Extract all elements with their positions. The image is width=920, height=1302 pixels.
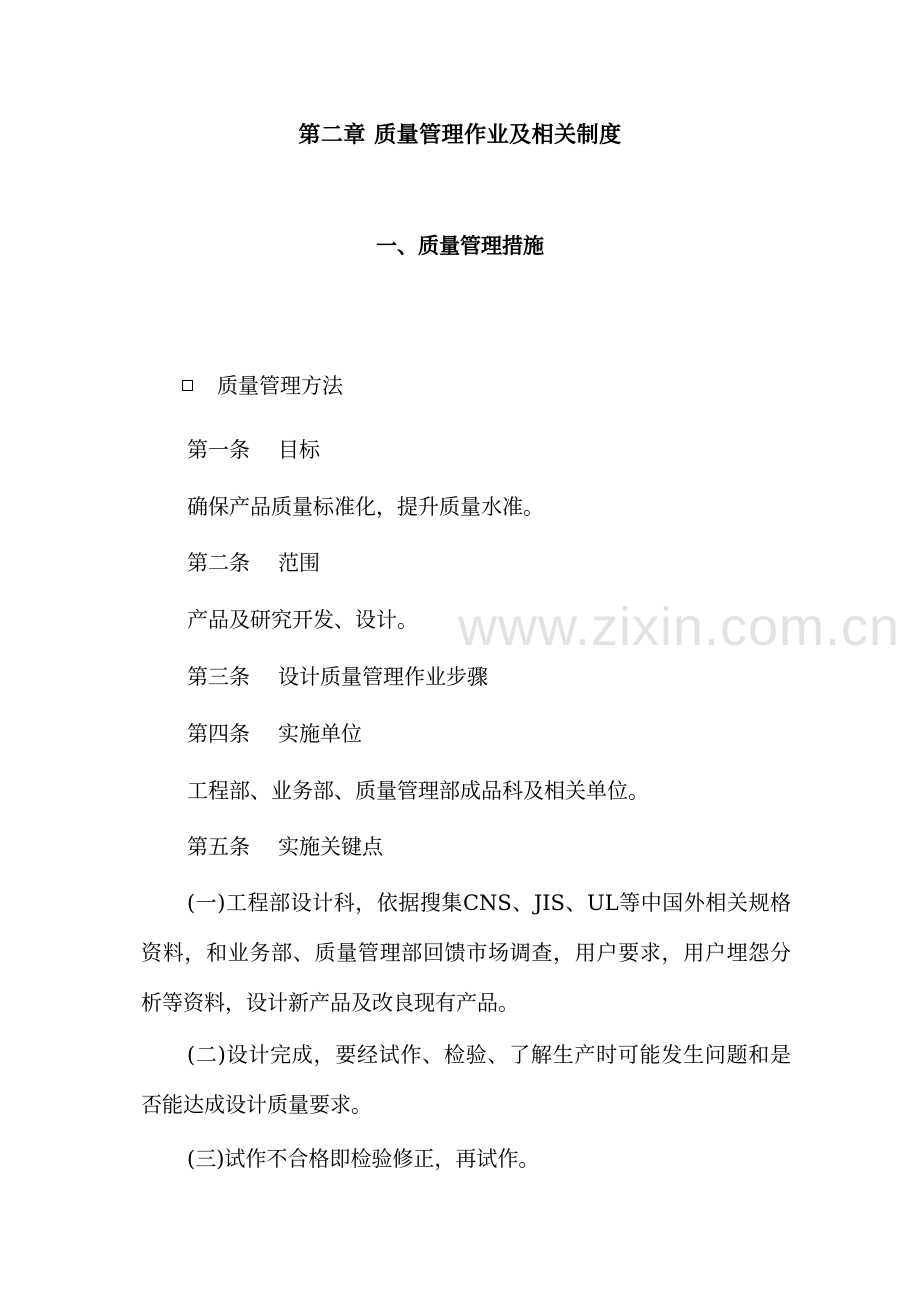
paragraph-3: (三)试作不合格即检验修正，再试作。	[187, 1147, 540, 1171]
square-bullet-icon	[182, 380, 193, 391]
section-title: 一、质量管理措施	[376, 234, 544, 258]
article-number: 第一条	[187, 438, 250, 462]
article-title: 设计质量管理作业步骤	[278, 665, 488, 689]
article-body-2: 产品及研究开发、设计。	[187, 608, 418, 632]
article-number: 第三条	[187, 665, 250, 689]
watermark: www.zixin.com.cn	[458, 597, 901, 657]
article-title: 实施关键点	[278, 835, 383, 859]
article-heading-3	[187, 661, 488, 691]
article-body-1: 确保产品质量标准化，提升质量水准。	[187, 495, 544, 519]
article-title: 实施单位	[278, 722, 362, 746]
subsection-heading	[182, 370, 343, 400]
article-heading-4	[187, 718, 362, 748]
paragraph-2: (二)设计完成，要经试作、检验、了解生产时可能发生问题和是否能达成设计质量要求。	[141, 1043, 791, 1117]
article-number: 第四条	[187, 722, 250, 746]
article-heading-2	[187, 547, 320, 577]
article-title: 范围	[278, 551, 320, 575]
article-body-4: 工程部、业务部、质量管理部成品科及相关单位。	[187, 779, 649, 803]
chapter-title: 第二章 质量管理作业及相关制度	[298, 123, 622, 148]
paragraph-1: (一)工程部设计科，依据搜集CNS、JIS、UL等中国外相关规格资料，和业务部、质量管理部回馈市场调查，用户要求，用户埋怨分析等资料，设计新产品及改良现有产品。	[141, 891, 791, 1015]
article-heading-1	[187, 434, 320, 464]
article-heading-5	[187, 831, 383, 861]
article-number: 第二条	[187, 551, 250, 575]
subsection-label: 质量管理方法	[217, 374, 343, 398]
article-number: 第五条	[187, 835, 250, 859]
article-title: 目标	[278, 438, 320, 462]
